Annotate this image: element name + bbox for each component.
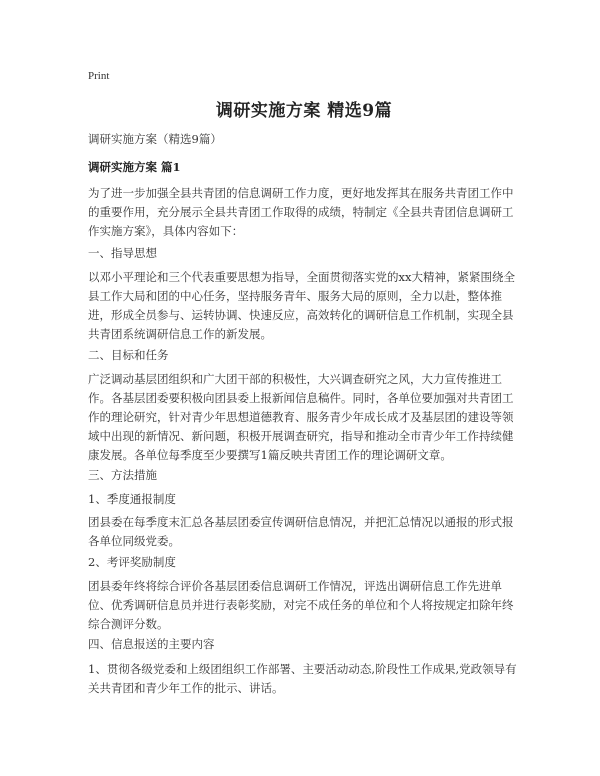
intro-paragraph: 为了进一步加强全县共青团的信息调研工作力度，更好地发挥其在服务共青团工作中的重要作用，充分展示全县共青团工作取得的成绩，特制定《全县共青团信息调研工作实施方案》，具体内容如下： [88, 186, 514, 238]
paragraph-guiding-ideology: 以邓小平理论和三个代表重要思想为指导，全面贯彻落实党的xx大精神，紧紧围绕全县工作大局和团的中心任务，坚持服务青年、服务大局的原则，全力以赴，整体推进，形成全员参与、运转协调、快速反应，高效转化的调研信息工作机制，实现全县共青团系统调研信息工作的新发展。 [88, 270, 515, 341]
document-title: 调研实施方案 精选9篇 [215, 101, 393, 121]
paragraph-evaluation-reward: 团县委年终将综合评价各基层团委信息调研工作情况，评选出调研信息工作先进单位、优秀调研信息员并进行表彰奖励，对完不成任务的单位和个人将按规定扣除年终综合测评分数。 [88, 579, 514, 631]
document-subtitle: 调研实施方案（精选9篇） [88, 132, 222, 146]
section-title: 调研实施方案 篇1 [88, 160, 181, 174]
subheading-evaluation-reward: 2、考评奖励制度 [88, 555, 176, 569]
print-label[interactable]: Print [88, 70, 110, 82]
heading-methods: 三、方法措施 [88, 468, 157, 482]
heading-guiding-ideology: 一、指导思想 [88, 246, 157, 260]
paragraph-goals-tasks: 广泛调动基层团组织和广大团干部的积极性，大兴调查研究之风，大力宣传推进工作。各基层团委要积极向团县委上报新闻信息稿件。同时，各单位要加强对共青团工作的理论研究，针对青少年思想道德教育、服务青少年成长成才及基层团的建设等领域中出现的新情况、新问题，积极开展调查研究，指导和推动全市青少年工作持续健康发展。各单位每季度至少要撰写1篇反映共青团工作的理论调研文章。 [88, 372, 514, 462]
heading-goals-tasks: 二、目标和任务 [88, 348, 169, 362]
subheading-quarterly-report: 1、季度通报制度 [88, 492, 176, 506]
paragraph-quarterly-report: 团县委在每季度末汇总各基层团委宣传调研信息情况，并把汇总情况以通报的形式报各单位同级党委。 [88, 515, 514, 548]
paragraph-report-content: 1、贯彻各级党委和上级团组织工作部署、主要活动动态,阶段性工作成果,党政领导有关共青团和青少年工作的批示、讲话。 [88, 662, 517, 695]
heading-report-content: 四、信息报送的主要内容 [88, 637, 215, 651]
